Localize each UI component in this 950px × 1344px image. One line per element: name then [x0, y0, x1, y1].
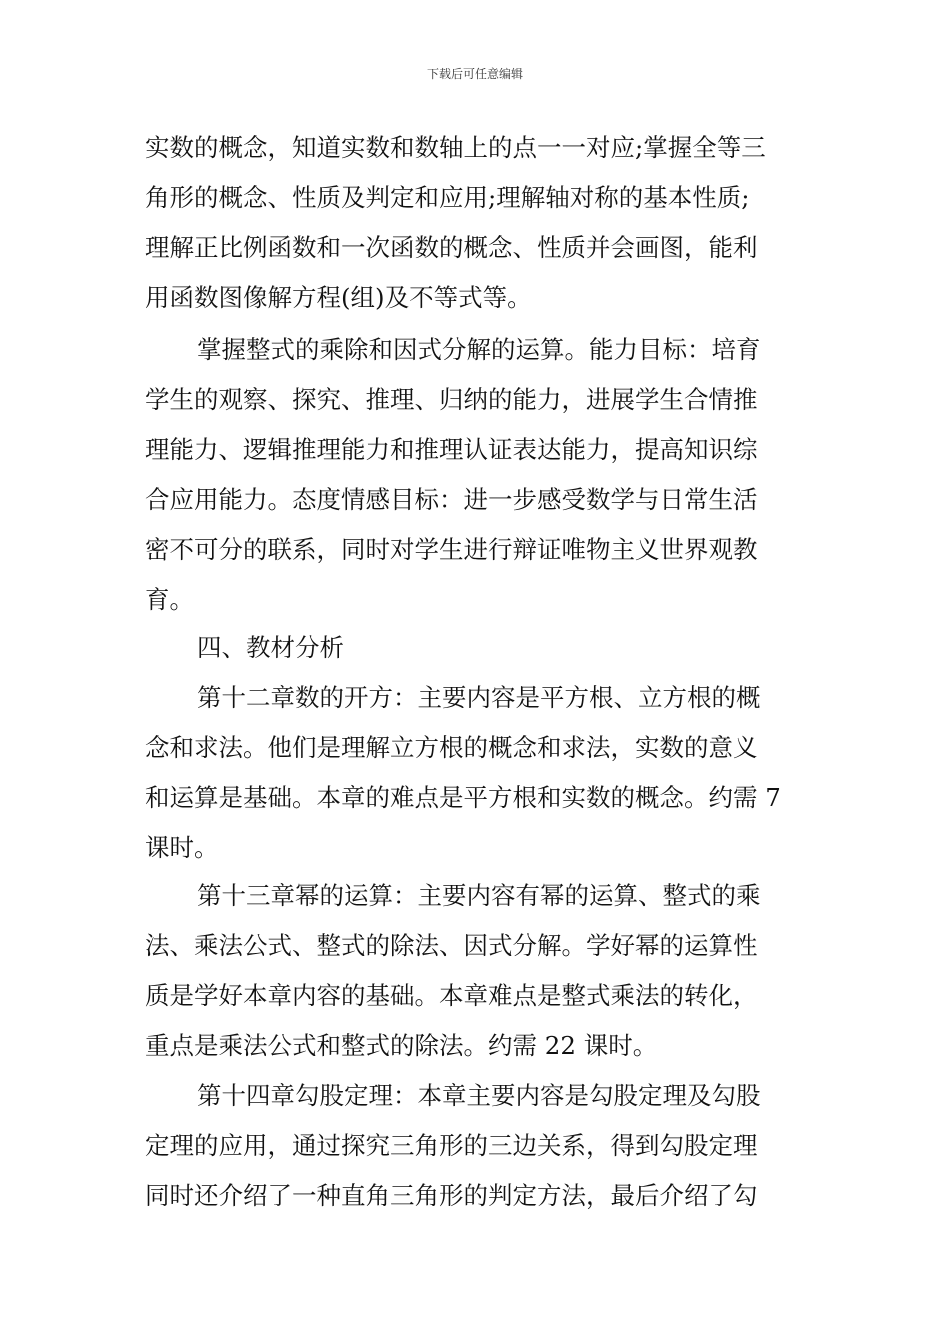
text-line: 实数的概念，知道实数和数轴上的点一一对应;掌握全等三: [145, 133, 766, 162]
paragraph-first-line: 掌握整式的乘除和因式分解的运算。能力目标：培育: [197, 335, 761, 364]
text-line: 用函数图像解方程(组)及不等式等。: [145, 283, 532, 312]
text-line: 课时。: [145, 833, 219, 862]
text-line: 和运算是基础。本章的难点是平方根和实数的概念。约需 7: [145, 783, 781, 812]
text-line: 念和求法。他们是理解立方根的概念和求法，实数的意义: [145, 733, 758, 762]
paragraph-first-line: 第十三章幂的运算：主要内容有幂的运算、整式的乘: [197, 881, 761, 910]
text-line: 定理的应用，通过探究三角形的三边关系，得到勾股定理: [145, 1131, 758, 1160]
page-header: 下载后可任意编辑: [426, 67, 523, 81]
paragraph-first-line: 第十二章数的开方：主要内容是平方根、立方根的概: [197, 683, 761, 712]
section-heading: 四、教材分析: [197, 633, 344, 662]
text-line: 育。: [145, 585, 194, 614]
text-line: 合应用能力。态度情感目标：进一步感受数学与日常生活: [145, 485, 758, 514]
text-line: 角形的概念、性质及判定和应用;理解轴对称的基本性质;: [145, 183, 750, 212]
text-line: 理解正比例函数和一次函数的概念、性质并会画图，能利: [145, 233, 758, 262]
text-line: 理能力、逻辑推理能力和推理认证表达能力，提高知识综: [145, 435, 758, 464]
paragraph-first-line: 第十四章勾股定理：本章主要内容是勾股定理及勾股: [197, 1081, 761, 1110]
text-line: 重点是乘法公式和整式的除法。约需 22 课时。: [145, 1031, 658, 1060]
text-line: 密不可分的联系，同时对学生进行辩证唯物主义世界观教: [145, 535, 758, 564]
text-line: 法、乘法公式、整式的除法、因式分解。学好幂的运算性: [145, 931, 758, 960]
text-line: 同时还介绍了一种直角三角形的判定方法，最后介绍了勾: [145, 1181, 758, 1210]
text-line: 学生的观察、探究、推理、归纳的能力，进展学生合情推: [145, 385, 758, 414]
text-line: 质是学好本章内容的基础。本章难点是整式乘法的转化，: [145, 981, 758, 1010]
